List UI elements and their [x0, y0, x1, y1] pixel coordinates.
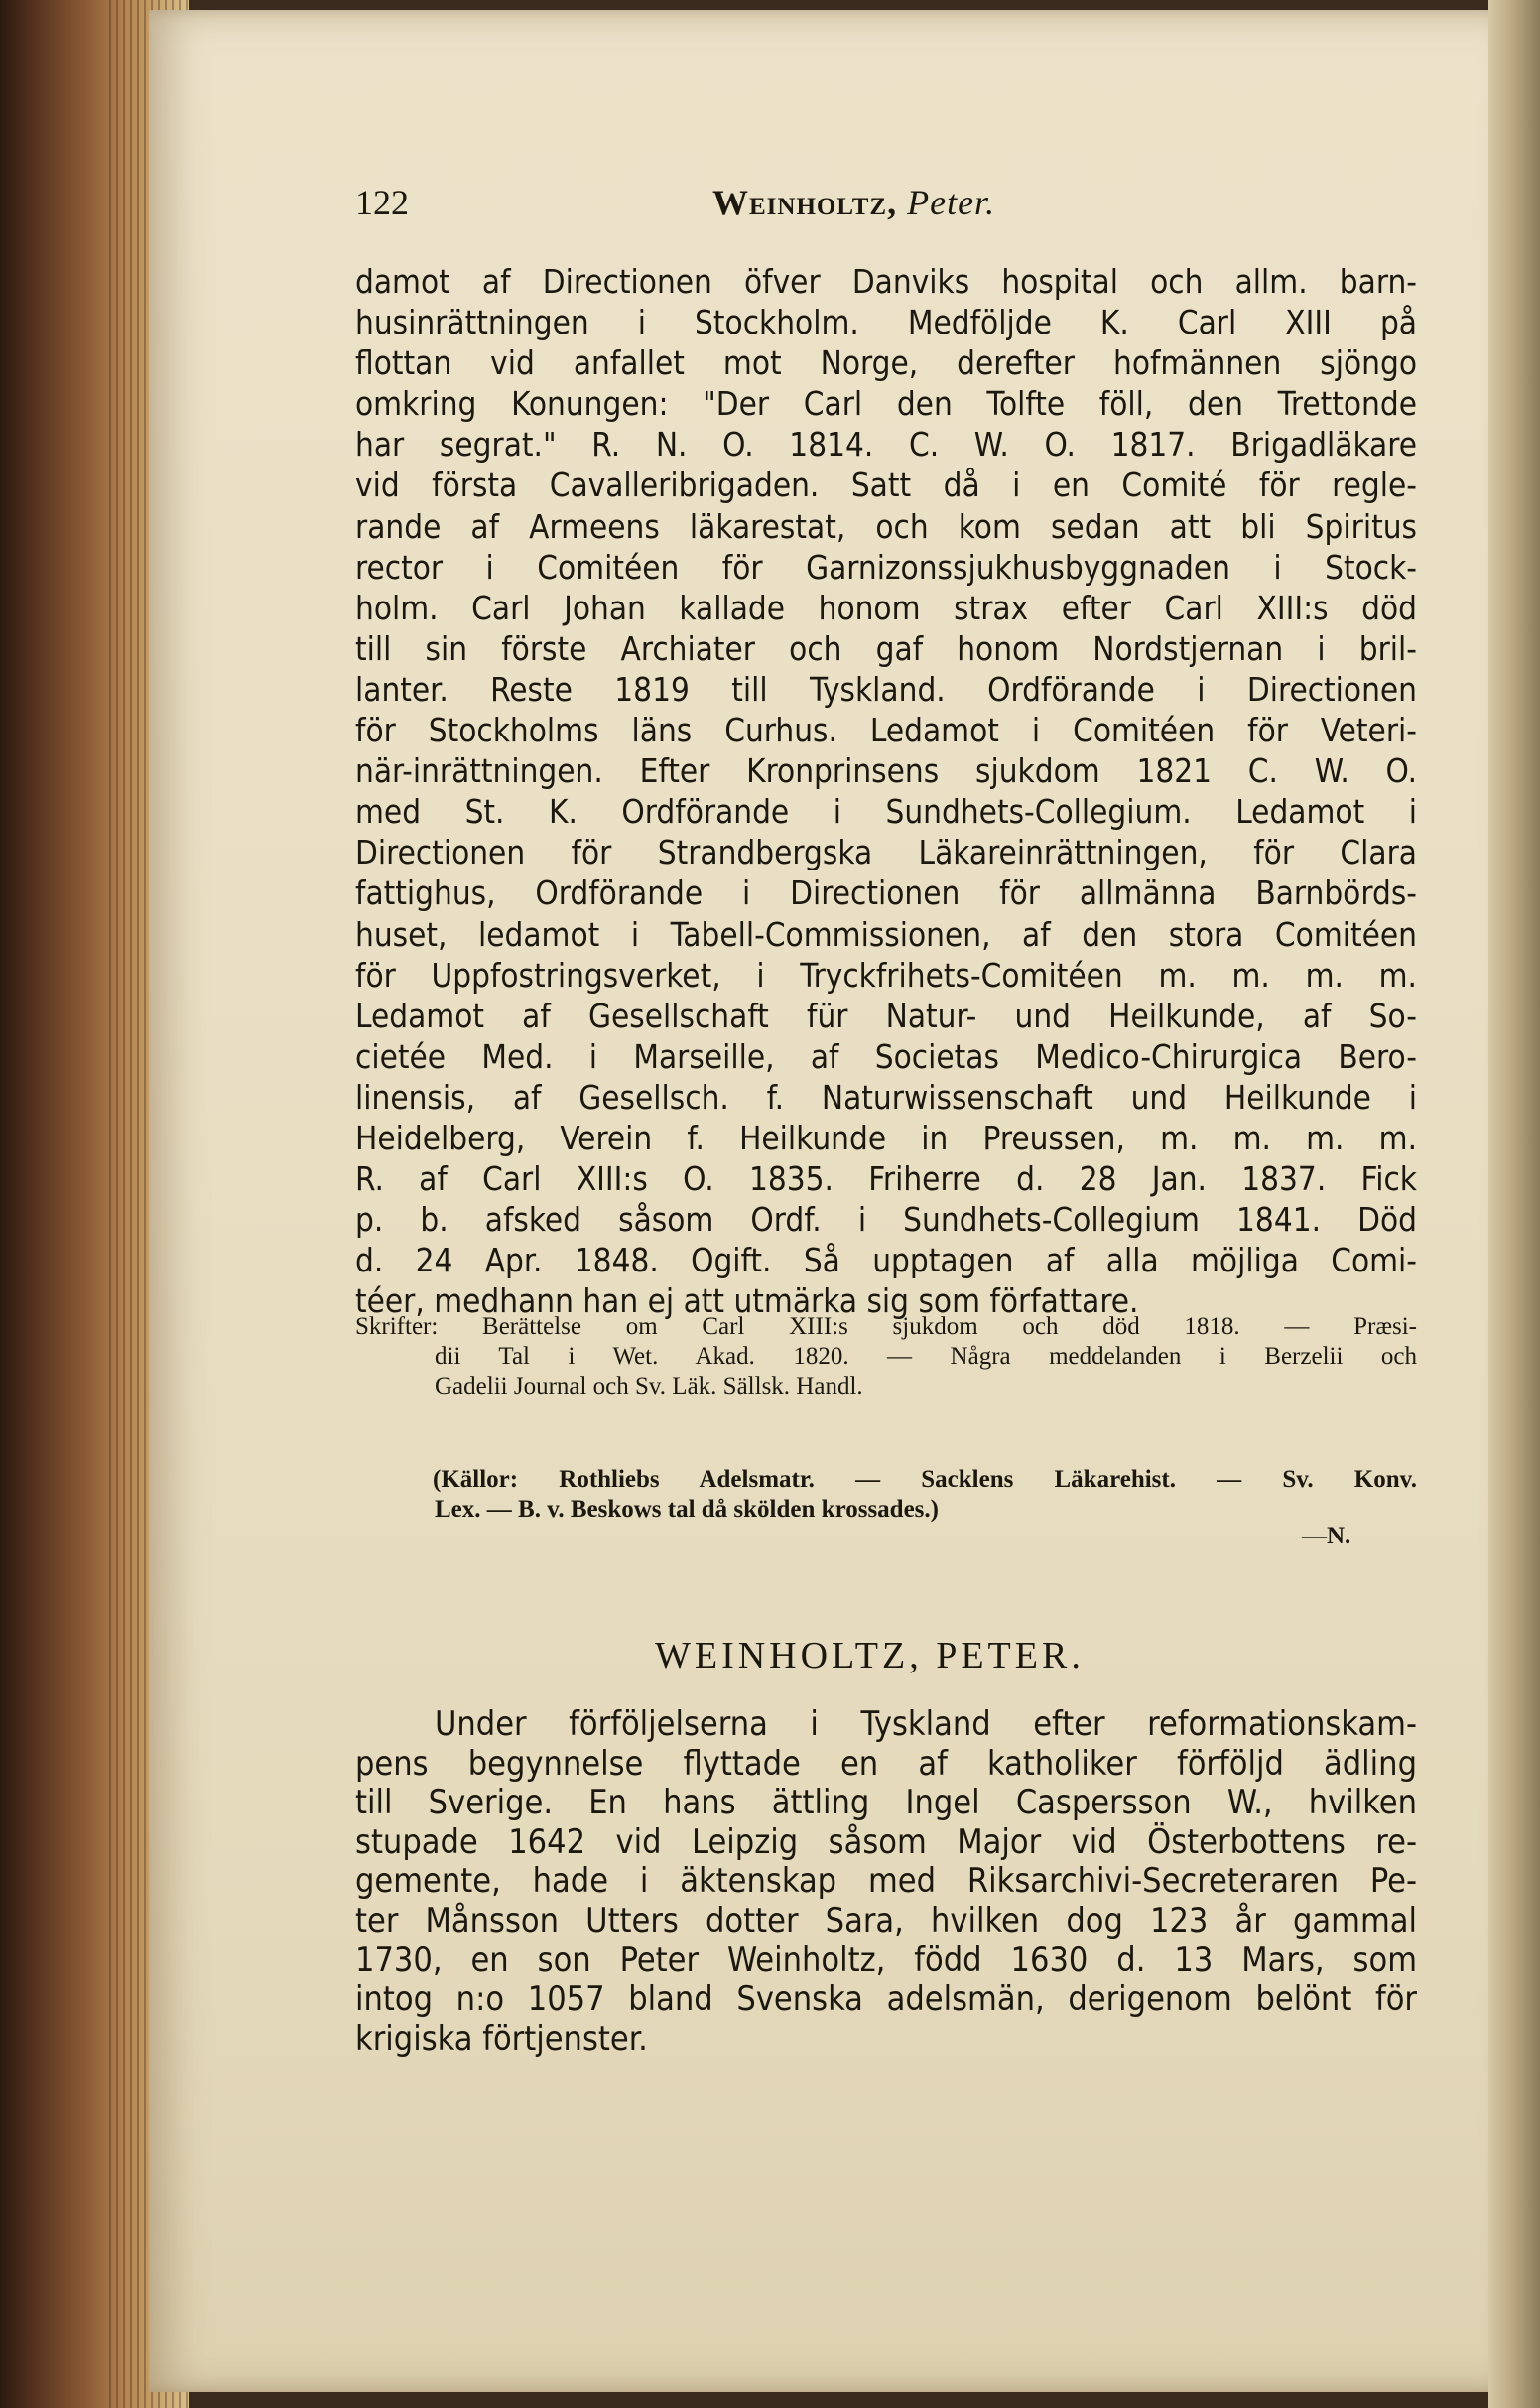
entry1-line: cietée Med. i Marseille, af Societas Medico-Chirurgica Bero-: [355, 1036, 1417, 1076]
entry2-line: ter Månsson Utters dotter Sara, hvilken dog 123 år gammal: [355, 1900, 1417, 1940]
entry1-line: för Uppfostringsverket, i Tryckfrihets-Comitéen m. m. m. m.: [355, 955, 1417, 995]
entry2-line: intog n:o 1057 bland Svenska adelsmän, derigenom belönt för: [355, 1979, 1417, 2020]
kallor-note: [355, 1465, 1417, 1525]
entry1-body: [355, 261, 1417, 1321]
entry1-line: téer, medhann han ej att utmärka sig som författare.: [355, 1281, 1139, 1321]
entry1-line: R. af Carl XIII:s O. 1835. Friherre d. 28 Jan. 1837. Fick: [355, 1159, 1417, 1199]
entry1-line: damot af Directionen öfver Danviks hospital och allm. barn-: [355, 262, 1417, 301]
running-title-given: Peter.: [907, 183, 996, 222]
kallor-line: Lex. — B. v. Beskows tal då skölden krossades.): [435, 1496, 939, 1523]
entry1-line: p. b. afsked såsom Ordf. i Sundhets-Collegium 1841. Död: [355, 1200, 1417, 1240]
entry2-body: [355, 1705, 1417, 2059]
running-title: [712, 182, 995, 223]
entry1-line: husinrättningen i Stockholm. Medföljde K. Carl XIII på: [355, 303, 1417, 342]
skrifter-line: dii Tal i Wet. Akad. 1820. — Några meddelanden i Berzelii och: [435, 1343, 1417, 1370]
author-signature: —N.: [1302, 1523, 1351, 1549]
entry1-line: vid första Cavalleribrigaden. Satt då i en Comité för regle-: [355, 466, 1417, 505]
entry1-line: holm. Carl Johan kallade honom strax efter Carl XIII:s död: [355, 588, 1417, 627]
entry1-line: med St. K. Ordförande i Sundhets-Collegium. Ledamot i: [355, 792, 1417, 832]
entry1-line: lanter. Reste 1819 till Tyskland. Ordförande i Directionen: [355, 669, 1417, 709]
entry1-line: fattighus, Ordförande i Directionen för allmänna Barnbörds-: [355, 873, 1417, 913]
entry1-line: till sin förste Archiater och gaf honom Nordstjernan i bril-: [355, 628, 1417, 668]
entry1-line: d. 24 Apr. 1848. Ogift. Så upptagen af alla möjliga Comi-: [355, 1241, 1417, 1280]
entry1-line: har segrat." R. N. O. 1814. C. W. O. 1817. Brigadläkare: [355, 425, 1417, 465]
entry1-line: omkring Konungen: "Der Carl den Tolfte föll, den Trettonde: [355, 384, 1417, 424]
running-header: [355, 182, 1417, 241]
running-title-name: Weinholtz,: [712, 183, 898, 222]
entry1-line: rande af Armeens läkarestat, och kom sedan att bli Spiritus: [355, 506, 1417, 546]
entry2-line: gemente, hade i äktenskap med Riksarchivi-Secreteraren Pe-: [355, 1861, 1417, 1902]
entry1-line: huset, ledamot i Tabell-Commissionen, af den stora Comitéen: [355, 914, 1417, 954]
kallor-line: (Källor: Rothliebs Adelsmatr. — Sacklens Läkarehist. — Sv. Konv.: [433, 1466, 1417, 1493]
entry1-line: linensis, af Gesellsch. f. Naturwissenschaft und Heilkunde i: [355, 1077, 1417, 1117]
entry2-line: Under förföljelserna i Tyskland efter reformationskam-: [435, 1704, 1417, 1744]
page-number: 122: [355, 183, 409, 222]
entry2-line: stupade 1642 vid Leipzig såsom Major vid Österbottens re-: [355, 1821, 1417, 1862]
entry2-line: pens begynnelse flyttade en af katholiker förföljd ädling: [355, 1743, 1417, 1784]
page-edge-right: [1488, 0, 1540, 2408]
skrifter-line: Gadelii Journal och Sv. Läk. Sällsk. Handl.: [435, 1373, 863, 1400]
entry1-line: när-inrättningen. Efter Kronprinsens sjukdom 1821 C. W. O.: [355, 751, 1417, 791]
entry1-line: Directionen för Strandbergska Läkareinrättningen, för Clara: [355, 833, 1417, 872]
skrifter-line: Skrifter: Berättelse om Carl XIII:s sjukdom och död 1818. — Præsi-: [355, 1313, 1417, 1340]
entry1-line: rector i Comitéen för Garnizonssjukhusbyggnaden i Stock-: [355, 547, 1417, 587]
entry1-line: Ledamot af Gesellschaft für Natur- und Heilkunde, af So-: [355, 996, 1417, 1035]
entry2-line: 1730, en son Peter Weinholtz, född 1630 d. 13 Mars, som: [355, 1940, 1417, 1980]
entry1-line: för Stockholms läns Curhus. Ledamot i Comitéen för Veteri-: [355, 711, 1417, 750]
entry2-line: krigiska förtjenster.: [355, 2018, 648, 2059]
entry2-heading: WEINHOLTZ, PETER.: [655, 1635, 1085, 1676]
entry1-line: Heidelberg, Verein f. Heilkunde in Preussen, m. m. m. m.: [355, 1118, 1417, 1157]
entry1-line: flottan vid anfallet mot Norge, derefter hofmännen sjöngo: [355, 343, 1417, 383]
skrifter-note: [355, 1312, 1417, 1402]
entry2-line: till Sverige. En hans ättling Ingel Caspersson W., hvilken: [355, 1783, 1417, 1823]
